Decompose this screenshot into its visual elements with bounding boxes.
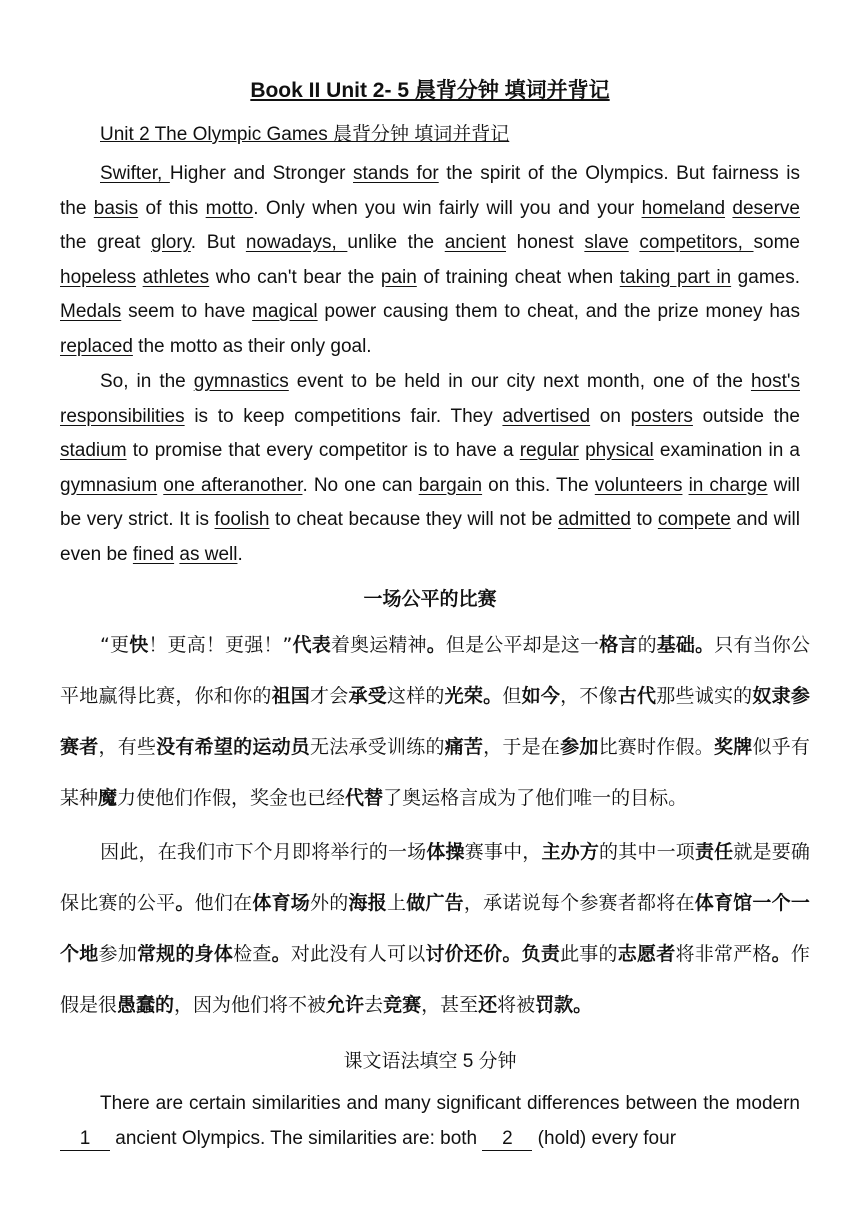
key-phrase: 主办方 (541, 841, 600, 863)
vocab-term: foolish (214, 509, 270, 530)
text-run: 将被 (497, 994, 536, 1016)
key-phrase: 。 (271, 943, 291, 965)
grammar-section-heading: 课文语法填空 5 分钟 (343, 1051, 517, 1072)
text-run: to cheat because they will not be (269, 509, 559, 530)
text-run: the great (60, 232, 152, 253)
text-run: . But (190, 232, 246, 253)
text-run: . No one can (302, 474, 419, 496)
text-run (136, 267, 143, 288)
text-run: 此事的 (560, 943, 618, 965)
text-run: . Only when you win fairly will you and your (253, 197, 642, 219)
vocab-term: stadium (60, 440, 127, 461)
text-run: examination in a (653, 440, 800, 461)
text-run: games. (731, 266, 800, 288)
text-run: So, in the (100, 371, 194, 392)
text-run: 他们在 (194, 892, 253, 914)
key-phrase: 。 (175, 892, 195, 914)
en-p1-content (60, 163, 800, 357)
blank-1[interactable]: 1 (60, 1128, 110, 1151)
vocab-term: regular (519, 440, 579, 461)
text-run: 才会 (310, 685, 349, 707)
text-run: 比赛时作假。 (598, 736, 714, 758)
text-run: 无法承受训练的 (310, 736, 445, 758)
vocab-term: posters (630, 405, 693, 427)
text-run: 检查 (233, 943, 272, 965)
vocab-term: basis (93, 197, 139, 219)
key-phrase: 快 (129, 634, 149, 656)
vocab-term: motto (205, 197, 254, 219)
key-phrase: 愚蠢的 (117, 994, 175, 1016)
text-run: 似乎有某种 (60, 736, 810, 809)
text-run: 去 (364, 994, 384, 1016)
text-run: on this. The (482, 474, 595, 496)
vocab-term: magical (252, 301, 318, 322)
text-run: 着奥运精神 (330, 634, 427, 656)
text-run (629, 232, 640, 253)
key-phrase: 还 (478, 994, 498, 1016)
key-phrase: 祖国 (271, 685, 311, 707)
vocab-term: replaced (60, 335, 133, 357)
text-run: and will even be (60, 509, 800, 565)
unit-subtitle: Unit 2 The Olympic Games 晨背分钟 填词并背记 (100, 124, 510, 145)
vocab-term: host's (750, 371, 800, 392)
vocab-term: stands for (353, 163, 439, 184)
grammar-text-a: There are certain similarities and many significant differences between the modern (100, 1093, 800, 1114)
text-run: to promise that every competitor is to have a (126, 440, 520, 461)
grammar-paragraph (60, 1087, 800, 1156)
page-title: Book II Unit 2- 5 晨背分钟 填词并背记 (250, 79, 610, 102)
vocab-term: hopeless (60, 266, 137, 288)
text-run: will be very strict. It is (60, 474, 800, 530)
text-run: honest (506, 232, 585, 253)
chinese-paragraph-2 (60, 827, 810, 1031)
key-phrase: 。 (426, 634, 446, 656)
vocab-term: in charge (688, 474, 768, 496)
vocab-term: physical (585, 440, 654, 461)
vocab-term: deserve (732, 197, 800, 219)
key-phrase: 允许 (326, 994, 365, 1016)
text-run: 力使他们作假，奖金也已经 (117, 787, 346, 809)
key-phrase: 体操 (426, 841, 465, 863)
key-phrase: 参加 (560, 736, 599, 758)
blank-2[interactable]: 2 (482, 1128, 532, 1151)
text-run: 外的 (310, 892, 349, 914)
key-phrase: 体育馆一个一个地 (60, 892, 810, 965)
text-run: ，承诺说每个参赛者都将在 (463, 892, 695, 914)
grammar-text-c: (hold) every four (532, 1127, 677, 1149)
vocab-term: advertised (502, 405, 591, 427)
key-phrase: 讨价还价。 (425, 943, 522, 965)
text-run: ，甚至 (421, 994, 479, 1016)
vocab-term: one afteranother (163, 474, 303, 496)
key-phrase: 代替 (345, 787, 384, 809)
vocab-term: compete (657, 509, 731, 530)
text-run: 只有当你公平地赢得比赛，你和你的 (60, 634, 810, 707)
text-run: power causing them to cheat, and the prize money has (317, 301, 801, 322)
vocab-term: slave (584, 232, 629, 253)
key-phrase: 痛苦 (444, 736, 484, 758)
key-phrase: 基础。 (656, 634, 715, 656)
text-run: 上 (386, 892, 407, 914)
vocab-term: Swifter, (100, 163, 170, 184)
text-run: 对此没有人可以 (290, 943, 426, 965)
text-run: “更 (100, 634, 130, 656)
text-run: 但是公平却是这一 (445, 634, 600, 656)
vocab-term: competitors, (639, 232, 754, 253)
key-phrase: 魔 (98, 787, 118, 809)
key-phrase: 竞赛 (383, 994, 422, 1016)
vocab-term: admitted (558, 509, 631, 530)
key-phrase: 格言 (599, 634, 638, 656)
text-run: who can't bear the (209, 266, 381, 288)
key-phrase: 没有希望的运动员 (156, 736, 311, 758)
english-paragraph-2 (60, 365, 800, 572)
cn-p2-content (60, 841, 810, 1016)
vocab-term: taking part in (619, 266, 732, 288)
vocab-term: homeland (641, 197, 726, 219)
vocab-term: ancient (444, 232, 507, 253)
text-run: is to keep competitions fair. They (184, 405, 503, 427)
text-run: 赛事中， (464, 841, 542, 863)
text-run: ，不像 (560, 685, 618, 707)
text-run: 了奥运格言成为了他们唯一的目标。 (383, 787, 688, 809)
vocab-term: glory (151, 232, 191, 253)
key-phrase: 古代 (617, 685, 657, 707)
vocab-term: athletes (142, 266, 210, 288)
text-run: on (590, 405, 631, 427)
key-phrase: 责任 (694, 841, 734, 863)
en-p2-content (60, 371, 800, 565)
vocab-term: pain (380, 266, 417, 288)
cn-p1-content (60, 634, 810, 809)
text-run: ，因为他们将不被 (174, 994, 327, 1016)
text-run: the spirit of the Olympics. But fairness is the (60, 163, 800, 219)
vocab-term: volunteers (594, 474, 683, 496)
key-phrase: 奴隶参赛者 (60, 685, 810, 758)
vocab-term: gymnasium (60, 474, 158, 496)
text-run: 的其中一项 (599, 841, 695, 863)
key-phrase: 志愿者 (617, 943, 676, 965)
vocab-term: responsibilities (60, 405, 185, 427)
text-run: . (237, 543, 243, 565)
key-phrase: 光荣。 (444, 685, 503, 707)
vocab-term: bargain (418, 474, 483, 496)
english-paragraph-1 (60, 157, 800, 364)
text-run: of this (138, 197, 206, 219)
vocab-term: gymnastics (193, 371, 289, 392)
key-phrase: 奖牌 (713, 736, 753, 758)
text-run: ！更高！更强！” (148, 634, 293, 656)
text-run: Higher and Stronger (169, 163, 354, 184)
key-phrase: 罚款。 (535, 994, 593, 1016)
key-phrase: 海报 (348, 892, 387, 914)
text-run: of training cheat when (416, 266, 620, 288)
text-run: 的 (637, 634, 657, 656)
text-run: 这样的 (386, 685, 445, 707)
text-run: 因此，在我们市下个月即将举行的一场 (100, 841, 427, 863)
key-phrase: 常规的身体 (136, 943, 234, 965)
text-run: outside the (692, 405, 800, 427)
text-run: 但 (502, 685, 522, 707)
key-phrase: 代表 (292, 634, 331, 656)
text-run: 那些诚实的 (656, 685, 753, 707)
chinese-title: 一场公平的比赛 (363, 589, 497, 610)
text-run: 将非常严格 (675, 943, 772, 965)
chinese-paragraph-1 (60, 620, 810, 824)
key-phrase: 承受 (348, 685, 387, 707)
key-phrase: 。 (771, 943, 791, 965)
grammar-text-b: ancient Olympics. The similarities are: both (110, 1127, 483, 1149)
text-run: ，有些 (98, 736, 157, 758)
key-phrase: 负责 (521, 943, 561, 965)
vocab-term: as well (179, 543, 238, 565)
text-run: to (630, 509, 658, 530)
text-run: 就是要确保比赛的公平 (60, 841, 810, 914)
text-run: 作假是很 (60, 943, 810, 1016)
vocab-term: fined (132, 543, 175, 565)
vocab-term: Medals (60, 301, 122, 322)
key-phrase: 做广告 (406, 892, 464, 914)
text-run: some (753, 232, 800, 253)
text-run: 参加 (98, 943, 137, 965)
text-run: seem to have (121, 301, 253, 322)
text-run: event to be held in our city next month, one of the (288, 371, 751, 392)
vocab-term: nowadays, (245, 232, 348, 253)
key-phrase: 体育场 (252, 892, 311, 914)
text-run: the motto as their only goal. (132, 335, 372, 357)
key-phrase: 如今 (521, 685, 561, 707)
text-run: unlike the (347, 232, 445, 253)
text-run: ，于是在 (483, 736, 561, 758)
